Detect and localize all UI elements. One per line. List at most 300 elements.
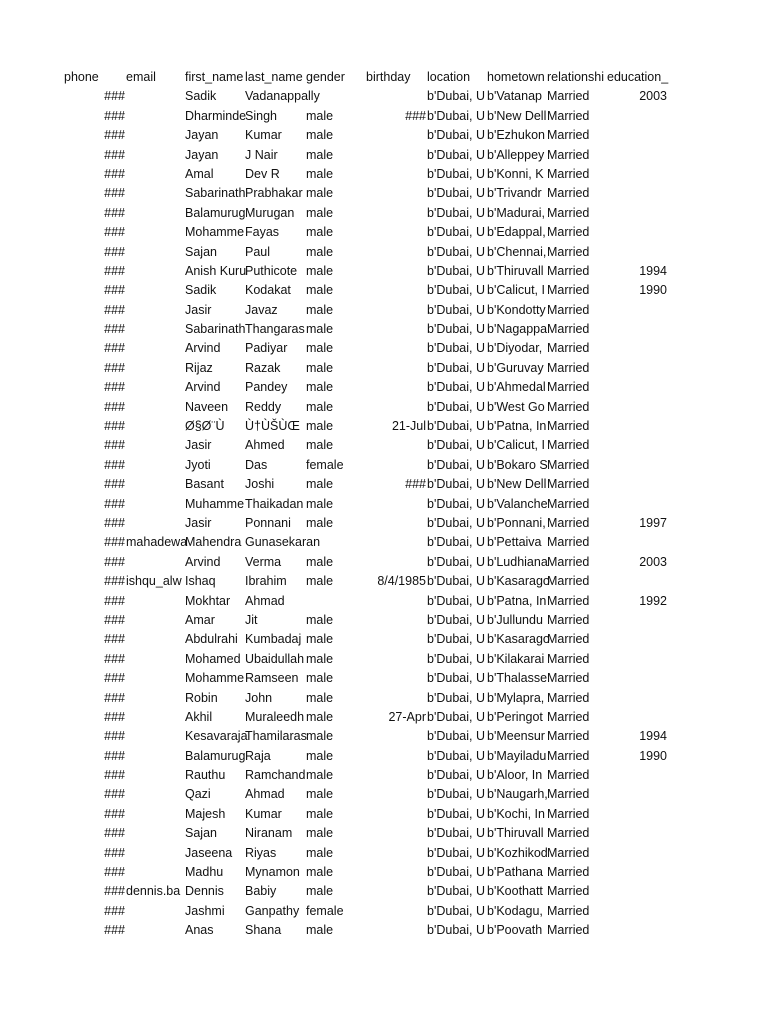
- table-row: [0, 592, 768, 611]
- cell-last-name: Reddy: [245, 399, 282, 414]
- cell-hometown: b'Peringot: [487, 709, 543, 724]
- table-row: [0, 882, 768, 901]
- cell-relationship: Married: [547, 302, 590, 317]
- cell-location: b'Dubai, U: [427, 341, 485, 356]
- cell-relationship: Married: [547, 690, 590, 705]
- cell-last-name: Vadanappally: [245, 89, 320, 104]
- cell-phone: ###: [104, 263, 125, 278]
- cell-email: ishqu_alw: [126, 574, 182, 589]
- cell-hometown: b'Vatanap: [487, 89, 542, 104]
- cell-gender: male: [306, 244, 334, 259]
- cell-first-name: Arvind: [185, 554, 221, 569]
- cell-location: b'Dubai, U: [427, 244, 485, 259]
- cell-gender: male: [306, 477, 334, 492]
- cell-location: b'Dubai, U: [427, 748, 485, 763]
- cell-first-name: Sadik: [185, 89, 217, 104]
- cell-first-name: Sabarinath: [185, 186, 246, 201]
- cell-last-name: Singh: [245, 108, 277, 123]
- cell-first-name: Sadik: [185, 283, 217, 298]
- cell-location: b'Dubai, U: [427, 768, 485, 783]
- cell-location: b'Dubai, U: [427, 496, 485, 511]
- cell-first-name: Basant: [185, 477, 224, 492]
- cell-gender: female: [306, 903, 344, 918]
- cell-gender: male: [306, 147, 334, 162]
- cell-first-name: Jasir: [185, 302, 212, 317]
- cell-location: b'Dubai, U: [427, 729, 485, 744]
- cell-location: b'Dubai, U: [427, 457, 485, 472]
- cell-gender: male: [306, 806, 334, 821]
- header-phone: phone: [64, 70, 99, 84]
- cell-phone: ###: [104, 108, 125, 123]
- cell-phone: ###: [104, 787, 125, 802]
- cell-gender: male: [306, 360, 334, 375]
- cell-last-name: Paul: [245, 244, 271, 259]
- header-gender: gender: [306, 70, 345, 84]
- cell-last-name: Shana: [245, 923, 282, 938]
- table-row: [0, 204, 768, 223]
- cell-hometown: b'Diyodar,: [487, 341, 543, 356]
- cell-relationship: Married: [547, 263, 590, 278]
- table-row: [0, 553, 768, 572]
- cell-hometown: b'Aloor, In: [487, 768, 543, 783]
- cell-hometown: b'Calicut, I: [487, 438, 545, 453]
- cell-first-name: Dennis: [185, 884, 224, 899]
- cell-gender: male: [306, 651, 334, 666]
- cell-gender: male: [306, 496, 334, 511]
- cell-relationship: Married: [547, 515, 590, 530]
- cell-location: b'Dubai, U: [427, 147, 485, 162]
- cell-gender: male: [306, 186, 334, 201]
- cell-last-name: Thaikadan: [245, 496, 304, 511]
- cell-location: b'Dubai, U: [427, 128, 485, 143]
- cell-gender: male: [306, 108, 334, 123]
- table-row: [0, 320, 768, 339]
- cell-first-name: Kesavaraja: [185, 729, 248, 744]
- cell-phone: ###: [104, 845, 125, 860]
- cell-last-name: Raja: [245, 748, 271, 763]
- cell-first-name: Balamurug: [185, 205, 246, 220]
- cell-birthday: 21-Jul: [391, 419, 426, 434]
- cell-relationship: Married: [547, 554, 590, 569]
- cell-first-name: Naveen: [185, 399, 229, 414]
- cell-first-name: Sajan: [185, 244, 217, 259]
- cell-phone: ###: [104, 457, 125, 472]
- cell-last-name: John: [245, 690, 273, 705]
- cell-location: b'Dubai, U: [427, 360, 485, 375]
- cell-first-name: Anas: [185, 923, 214, 938]
- cell-phone: ###: [104, 748, 125, 763]
- cell-phone: ###: [104, 438, 125, 453]
- table-row: [0, 126, 768, 145]
- cell-phone: ###: [104, 768, 125, 783]
- table-row: [0, 689, 768, 708]
- cell-phone: ###: [104, 923, 125, 938]
- cell-phone: ###: [104, 380, 125, 395]
- cell-hometown: b'Kasarago: [487, 632, 550, 647]
- cell-gender: male: [306, 787, 334, 802]
- cell-gender: male: [306, 205, 334, 220]
- cell-phone: ###: [104, 225, 125, 240]
- cell-last-name: Ganpathy: [245, 903, 300, 918]
- table-row: [0, 572, 768, 591]
- cell-phone: ###: [104, 244, 125, 259]
- cell-birthday: ###: [405, 108, 426, 123]
- header-education: education_: [607, 70, 669, 84]
- cell-gender: male: [306, 845, 334, 860]
- cell-gender: male: [306, 399, 334, 414]
- cell-first-name: Mohamed: [185, 651, 241, 666]
- cell-phone: ###: [104, 515, 125, 530]
- cell-last-name: Prabhakar: [245, 186, 303, 201]
- cell-hometown: b'Naugarh,: [487, 787, 548, 802]
- cell-phone: ###: [104, 612, 125, 627]
- cell-location: b'Dubai, U: [427, 302, 485, 317]
- cell-hometown: b'Ahmedal: [487, 380, 546, 395]
- cell-hometown: b'Pathana: [487, 865, 543, 880]
- cell-first-name: Arvind: [185, 380, 221, 395]
- cell-gender: male: [306, 671, 334, 686]
- table-row: [0, 844, 768, 863]
- table-row: [0, 301, 768, 320]
- cell-relationship: Married: [547, 360, 590, 375]
- cell-location: b'Dubai, U: [427, 186, 485, 201]
- table-row: [0, 630, 768, 649]
- cell-relationship: Married: [547, 593, 590, 608]
- cell-hometown: b'Thiruvall: [487, 826, 544, 841]
- cell-first-name: Sajan: [185, 826, 217, 841]
- cell-hometown: b'Patna, In: [487, 419, 547, 434]
- cell-relationship: Married: [547, 768, 590, 783]
- table-row: [0, 669, 768, 688]
- cell-first-name: Akhil: [185, 709, 213, 724]
- cell-relationship: Married: [547, 748, 590, 763]
- table-row: [0, 495, 768, 514]
- cell-email: mahadewa: [126, 535, 188, 550]
- cell-location: b'Dubai, U: [427, 574, 485, 589]
- cell-location: b'Dubai, U: [427, 651, 485, 666]
- cell-gender: male: [306, 166, 334, 181]
- cell-first-name: Muhamme: [185, 496, 245, 511]
- cell-phone: ###: [104, 865, 125, 880]
- cell-last-name: Verma: [245, 554, 282, 569]
- cell-hometown: b'Alleppey: [487, 147, 545, 162]
- cell-phone: ###: [104, 535, 125, 550]
- cell-gender: male: [306, 748, 334, 763]
- cell-hometown: b'New Dell: [487, 108, 547, 123]
- cell-hometown: b'Nagappa: [487, 322, 548, 337]
- table-row: [0, 378, 768, 397]
- cell-phone: ###: [104, 593, 125, 608]
- cell-education: 2003: [639, 89, 667, 104]
- cell-gender: male: [306, 225, 334, 240]
- cell-hometown: b'Thalasse: [487, 671, 548, 686]
- table-row: [0, 727, 768, 746]
- cell-gender: male: [306, 515, 334, 530]
- cell-first-name: Mohamme: [185, 671, 245, 686]
- table-row: [0, 921, 768, 940]
- table-row: [0, 184, 768, 203]
- table-row: [0, 785, 768, 804]
- cell-relationship: Married: [547, 845, 590, 860]
- cell-hometown: b'Edappal,: [487, 225, 546, 240]
- cell-gender: male: [306, 302, 334, 317]
- cell-phone: ###: [104, 709, 125, 724]
- cell-gender: male: [306, 341, 334, 356]
- cell-last-name: Ù†ÙŠÙŒ: [245, 419, 300, 434]
- table-row: [0, 766, 768, 785]
- header-relationship: relationshi: [547, 70, 604, 84]
- cell-gender: male: [306, 826, 334, 841]
- cell-hometown: b'Mayiladu: [487, 748, 547, 763]
- cell-gender: male: [306, 690, 334, 705]
- cell-first-name: Jashmi: [185, 903, 225, 918]
- cell-relationship: Married: [547, 341, 590, 356]
- cell-relationship: Married: [547, 205, 590, 220]
- cell-last-name: Das: [245, 457, 268, 472]
- cell-relationship: Married: [547, 671, 590, 686]
- table-body: [0, 87, 768, 940]
- cell-gender: male: [306, 128, 334, 143]
- table-row: [0, 87, 768, 106]
- cell-phone: ###: [104, 690, 125, 705]
- cell-hometown: b'Valanche: [487, 496, 548, 511]
- table-row: [0, 281, 768, 300]
- cell-phone: ###: [104, 399, 125, 414]
- cell-location: b'Dubai, U: [427, 884, 485, 899]
- cell-relationship: Married: [547, 419, 590, 434]
- cell-hometown: b'Guruvay: [487, 360, 544, 375]
- cell-hometown: b'Kodagu,: [487, 903, 543, 918]
- cell-location: b'Dubai, U: [427, 554, 485, 569]
- table-row: [0, 863, 768, 882]
- table-row: [0, 436, 768, 455]
- cell-first-name: Anish Kuru: [185, 263, 247, 278]
- cell-relationship: Married: [547, 923, 590, 938]
- cell-hometown: b'Mylapra,: [487, 690, 545, 705]
- cell-last-name: Kodakat: [245, 283, 291, 298]
- cell-hometown: b'Jullundu: [487, 612, 543, 627]
- cell-relationship: Married: [547, 128, 590, 143]
- cell-phone: ###: [104, 341, 125, 356]
- cell-gender: male: [306, 632, 334, 647]
- cell-last-name: Niranam: [245, 826, 293, 841]
- cell-location: b'Dubai, U: [427, 612, 485, 627]
- cell-location: b'Dubai, U: [427, 535, 485, 550]
- table-row: [0, 824, 768, 843]
- table-row: [0, 747, 768, 766]
- table-row: [0, 243, 768, 262]
- table-row: [0, 339, 768, 358]
- cell-relationship: Married: [547, 380, 590, 395]
- table-row: [0, 475, 768, 494]
- cell-location: b'Dubai, U: [427, 322, 485, 337]
- cell-hometown: b'Poovath: [487, 923, 543, 938]
- cell-first-name: Jaseena: [185, 845, 233, 860]
- cell-relationship: Married: [547, 574, 590, 589]
- cell-hometown: b'Chennai,: [487, 244, 547, 259]
- table-row: [0, 262, 768, 281]
- cell-location: b'Dubai, U: [427, 826, 485, 841]
- cell-phone: ###: [104, 322, 125, 337]
- cell-phone: ###: [104, 632, 125, 647]
- cell-first-name: Majesh: [185, 806, 226, 821]
- cell-phone: ###: [104, 186, 125, 201]
- cell-gender: male: [306, 419, 334, 434]
- cell-location: b'Dubai, U: [427, 89, 485, 104]
- cell-location: b'Dubai, U: [427, 166, 485, 181]
- cell-first-name: Jayan: [185, 147, 219, 162]
- cell-last-name: Gunasekaran: [245, 535, 321, 550]
- cell-location: b'Dubai, U: [427, 671, 485, 686]
- cell-last-name: Dev R: [245, 166, 280, 181]
- cell-gender: male: [306, 263, 334, 278]
- cell-gender: male: [306, 884, 334, 899]
- cell-hometown: b'Ezhukon: [487, 128, 545, 143]
- cell-phone: ###: [104, 302, 125, 317]
- cell-hometown: b'Trivandr: [487, 186, 542, 201]
- cell-relationship: Married: [547, 709, 590, 724]
- cell-last-name: Riyas: [245, 845, 277, 860]
- cell-relationship: Married: [547, 438, 590, 453]
- cell-phone: ###: [104, 205, 125, 220]
- cell-hometown: b'Konni, K: [487, 166, 544, 181]
- cell-first-name: Jasir: [185, 515, 212, 530]
- cell-phone: ###: [104, 826, 125, 841]
- cell-relationship: Married: [547, 457, 590, 472]
- cell-first-name: Balamurug: [185, 748, 246, 763]
- cell-hometown: b'Meensur: [487, 729, 545, 744]
- table-row: [0, 456, 768, 475]
- table-row: [0, 223, 768, 242]
- cell-last-name: Jit: [245, 612, 258, 627]
- cell-gender: male: [306, 865, 334, 880]
- cell-gender: male: [306, 554, 334, 569]
- cell-last-name: J Nair: [245, 147, 278, 162]
- table-row: [0, 398, 768, 417]
- cell-phone: ###: [104, 128, 125, 143]
- cell-relationship: Married: [547, 89, 590, 104]
- cell-relationship: Married: [547, 477, 590, 492]
- table-row: [0, 359, 768, 378]
- cell-gender: male: [306, 438, 334, 453]
- table-row: [0, 107, 768, 126]
- cell-location: b'Dubai, U: [427, 419, 485, 434]
- cell-relationship: Married: [547, 535, 590, 550]
- table-row: [0, 902, 768, 921]
- cell-location: b'Dubai, U: [427, 690, 485, 705]
- cell-gender: male: [306, 768, 334, 783]
- header-row: [0, 68, 768, 87]
- cell-last-name: Kumbadaj: [245, 632, 302, 647]
- cell-relationship: Married: [547, 225, 590, 240]
- cell-phone: ###: [104, 884, 125, 899]
- cell-last-name: Puthicote: [245, 263, 298, 278]
- cell-phone: ###: [104, 89, 125, 104]
- table-row: [0, 533, 768, 552]
- cell-location: b'Dubai, U: [427, 593, 485, 608]
- cell-last-name: Babiy: [245, 884, 277, 899]
- cell-phone: ###: [104, 166, 125, 181]
- cell-education: 1994: [639, 729, 667, 744]
- cell-relationship: Married: [547, 729, 590, 744]
- cell-first-name: Mohamme: [185, 225, 245, 240]
- cell-first-name: Amal: [185, 166, 214, 181]
- cell-hometown: b'Ludhiana: [487, 554, 548, 569]
- cell-first-name: Sabarinath: [185, 322, 246, 337]
- cell-last-name: Pandey: [245, 380, 288, 395]
- cell-first-name: Robin: [185, 690, 218, 705]
- cell-relationship: Married: [547, 903, 590, 918]
- cell-relationship: Married: [547, 806, 590, 821]
- cell-education: 2003: [639, 554, 667, 569]
- cell-last-name: Joshi: [245, 477, 275, 492]
- cell-last-name: Fayas: [245, 225, 280, 240]
- cell-phone: ###: [104, 360, 125, 375]
- header-last-name: last_name: [245, 70, 303, 84]
- cell-first-name: Arvind: [185, 341, 221, 356]
- cell-location: b'Dubai, U: [427, 205, 485, 220]
- table-row: [0, 146, 768, 165]
- spreadsheet: [0, 68, 768, 941]
- cell-location: b'Dubai, U: [427, 787, 485, 802]
- cell-last-name: Thangaras: [245, 322, 305, 337]
- cell-relationship: Married: [547, 787, 590, 802]
- cell-education: 1997: [639, 515, 667, 530]
- cell-last-name: Padiyar: [245, 341, 288, 356]
- cell-gender: female: [306, 457, 344, 472]
- table-row: [0, 650, 768, 669]
- cell-relationship: Married: [547, 632, 590, 647]
- cell-last-name: Ahmad: [245, 787, 285, 802]
- cell-relationship: Married: [547, 496, 590, 511]
- cell-phone: ###: [104, 554, 125, 569]
- cell-phone: ###: [104, 477, 125, 492]
- cell-first-name: Ø§Ø¨Ù: [185, 419, 225, 434]
- cell-relationship: Married: [547, 826, 590, 841]
- cell-relationship: Married: [547, 612, 590, 627]
- cell-first-name: Amar: [185, 612, 215, 627]
- cell-relationship: Married: [547, 186, 590, 201]
- cell-first-name: Jasir: [185, 438, 212, 453]
- cell-first-name: Dharminde: [185, 108, 247, 123]
- cell-location: b'Dubai, U: [427, 806, 485, 821]
- cell-location: b'Dubai, U: [427, 225, 485, 240]
- cell-last-name: Ramchand: [245, 768, 306, 783]
- cell-hometown: b'Madurai,: [487, 205, 545, 220]
- cell-relationship: Married: [547, 322, 590, 337]
- cell-last-name: Razak: [245, 360, 281, 375]
- header-email: email: [126, 70, 156, 84]
- cell-relationship: Married: [547, 399, 590, 414]
- cell-education: 1990: [639, 748, 667, 763]
- cell-gender: male: [306, 574, 334, 589]
- table-row: [0, 805, 768, 824]
- header-birthday: birthday: [366, 70, 411, 84]
- cell-email: dennis.ba: [126, 884, 181, 899]
- cell-hometown: b'Thiruvall: [487, 263, 544, 278]
- header-first-name: first_name: [185, 70, 244, 84]
- cell-location: b'Dubai, U: [427, 923, 485, 938]
- table-row: [0, 611, 768, 630]
- cell-relationship: Married: [547, 283, 590, 298]
- cell-gender: male: [306, 612, 334, 627]
- cell-last-name: Kumar: [245, 806, 282, 821]
- cell-location: b'Dubai, U: [427, 632, 485, 647]
- cell-last-name: Mynamon: [245, 865, 300, 880]
- cell-gender: male: [306, 380, 334, 395]
- cell-location: b'Dubai, U: [427, 380, 485, 395]
- cell-phone: ###: [104, 806, 125, 821]
